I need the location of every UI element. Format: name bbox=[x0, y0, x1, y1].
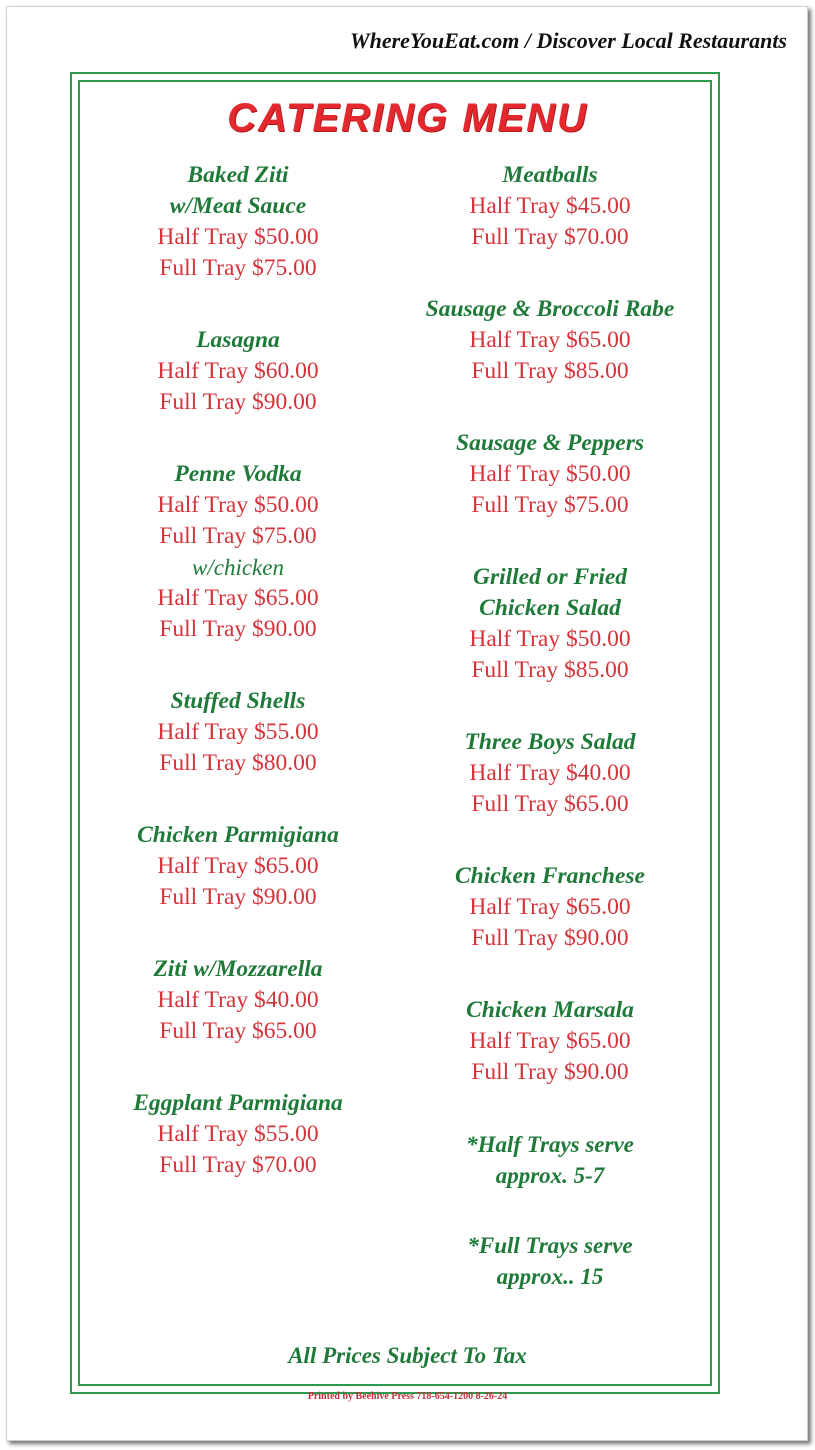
item-name: Meatballs bbox=[502, 162, 598, 188]
item-name: Sausage & Peppers bbox=[456, 430, 644, 456]
item-price: Full Tray $85.00 bbox=[471, 358, 629, 384]
menu-item bbox=[78, 820, 398, 913]
menu-item bbox=[78, 686, 398, 779]
printer-credit: Printed by Beehive Press 718-654-1200 8-26-24 bbox=[307, 1391, 508, 1402]
item-price: Full Tray $90.00 bbox=[159, 884, 317, 910]
item-name: Chicken Marsala bbox=[466, 997, 634, 1023]
item-name: Grilled or Fried bbox=[472, 564, 628, 590]
item-name: Ziti w/Mozzarella bbox=[153, 956, 323, 982]
item-name: Chicken Salad bbox=[479, 595, 621, 621]
item-price: Full Tray $70.00 bbox=[159, 1152, 317, 1178]
item-price: Full Tray $90.00 bbox=[159, 389, 317, 415]
serving-note-line: approx. 5-7 bbox=[495, 1163, 605, 1188]
menu-item bbox=[78, 160, 398, 284]
site-header: WhereYouEat.com / Discover Local Restaurants bbox=[350, 28, 787, 53]
item-price: Full Tray $65.00 bbox=[471, 791, 629, 817]
item-price: Full Tray $75.00 bbox=[159, 255, 317, 281]
item-price: Half Tray $60.00 bbox=[157, 358, 319, 384]
serving-note-line: *Full Trays serve bbox=[467, 1233, 633, 1258]
item-name: Lasagna bbox=[196, 327, 280, 353]
item-name: Sausage & Broccoli Rabe bbox=[425, 296, 675, 322]
item-price: Half Tray $55.00 bbox=[157, 1121, 319, 1147]
menu-title: CATERING MENU bbox=[227, 96, 588, 140]
item-price: Half Tray $65.00 bbox=[469, 1028, 631, 1054]
item-price: Half Tray $50.00 bbox=[469, 626, 631, 652]
menu-item bbox=[390, 861, 710, 954]
menu-item bbox=[390, 727, 710, 820]
item-price: Half Tray $65.00 bbox=[469, 894, 631, 920]
menu-item bbox=[390, 562, 710, 686]
item-price: Full Tray $85.00 bbox=[471, 657, 629, 683]
item-price: Full Tray $75.00 bbox=[159, 523, 317, 549]
menu-item bbox=[390, 160, 710, 253]
menu-item bbox=[78, 1088, 398, 1181]
serving-note bbox=[390, 1230, 710, 1292]
item-price: Half Tray $55.00 bbox=[157, 719, 319, 745]
item-name: Chicken Franchese bbox=[455, 863, 645, 889]
item-price: Full Tray $90.00 bbox=[471, 1059, 629, 1085]
item-name: Penne Vodka bbox=[174, 461, 302, 487]
item-price: Half Tray $65.00 bbox=[157, 853, 319, 879]
item-price: Half Tray $65.00 bbox=[157, 585, 319, 611]
serving-note bbox=[390, 1129, 710, 1191]
item-option: w/chicken bbox=[192, 555, 284, 580]
menu-item bbox=[78, 325, 398, 418]
menu-item bbox=[390, 294, 710, 387]
menu-column-right bbox=[390, 160, 710, 1292]
item-price: Full Tray $90.00 bbox=[471, 925, 629, 951]
item-price: Half Tray $65.00 bbox=[469, 327, 631, 353]
item-price: Full Tray $70.00 bbox=[471, 224, 629, 250]
tax-notice: All Prices Subject To Tax bbox=[288, 1343, 527, 1368]
item-name: Eggplant Parmigiana bbox=[133, 1090, 343, 1116]
menu-item bbox=[390, 428, 710, 521]
serving-note-line: approx.. 15 bbox=[496, 1264, 604, 1289]
item-name: w/Meat Sauce bbox=[169, 193, 307, 219]
item-price: Full Tray $80.00 bbox=[159, 750, 317, 776]
menu-column-left bbox=[78, 160, 398, 1181]
item-price: Half Tray $50.00 bbox=[157, 492, 319, 518]
menu-item bbox=[390, 995, 710, 1088]
serving-note-line: *Half Trays serve bbox=[466, 1132, 634, 1157]
item-name: Chicken Parmigiana bbox=[137, 822, 339, 848]
item-name: Baked Ziti bbox=[187, 162, 289, 188]
item-price: Half Tray $40.00 bbox=[157, 987, 319, 1013]
item-price: Half Tray $50.00 bbox=[157, 224, 319, 250]
item-price: Full Tray $90.00 bbox=[159, 616, 317, 642]
item-price: Half Tray $40.00 bbox=[469, 760, 631, 786]
item-price: Full Tray $75.00 bbox=[471, 492, 629, 518]
item-price: Half Tray $45.00 bbox=[469, 193, 631, 219]
item-price: Half Tray $50.00 bbox=[469, 461, 631, 487]
menu-item bbox=[78, 459, 398, 645]
menu-item bbox=[78, 954, 398, 1047]
item-price: Full Tray $65.00 bbox=[159, 1018, 317, 1044]
item-name: Stuffed Shells bbox=[170, 688, 306, 714]
item-name: Three Boys Salad bbox=[464, 729, 636, 755]
